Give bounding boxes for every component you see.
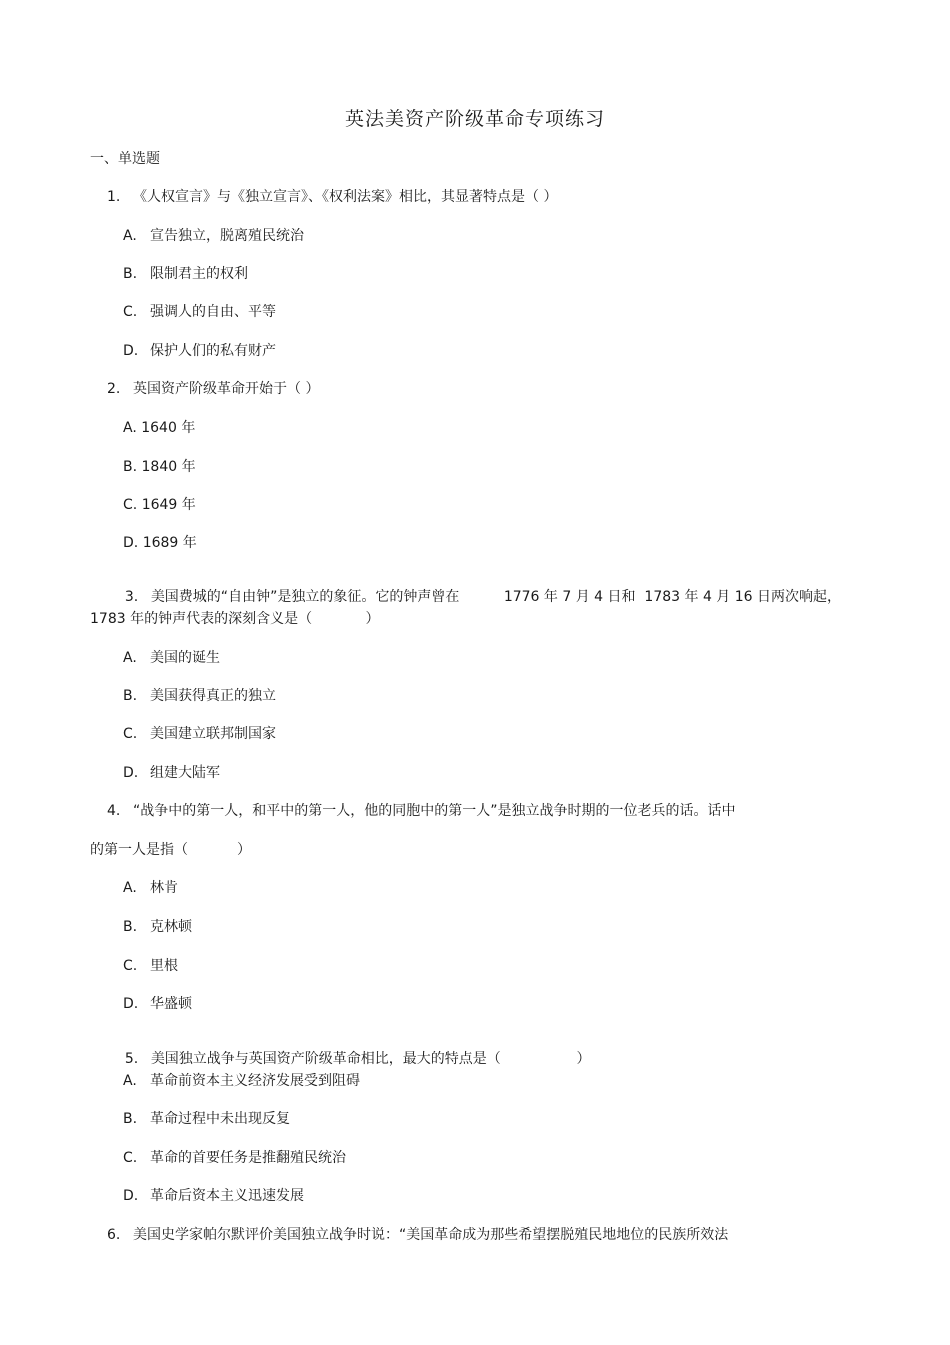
- option-text: 限制君主的权利: [150, 266, 248, 282]
- option-a: [123, 877, 178, 897]
- option-label: C.: [123, 304, 138, 320]
- option-c: [123, 494, 196, 514]
- option-label: A.: [123, 1073, 137, 1089]
- option-b: [123, 1108, 290, 1128]
- option-text: 美国获得真正的独立: [150, 688, 276, 704]
- option-text: 1649 年: [141, 497, 196, 513]
- option-text: 组建大陆军: [150, 765, 220, 781]
- option-label: D.: [123, 1188, 139, 1204]
- option-text: 林肯: [150, 880, 178, 896]
- question-6: [107, 1224, 728, 1244]
- question-number: 6.: [107, 1227, 121, 1243]
- question-number: 2.: [107, 381, 121, 397]
- option-text: 宣告独立，脱离殖民统治: [150, 228, 304, 244]
- option-b: [123, 456, 196, 476]
- option-label: D.: [123, 535, 139, 551]
- option-label: B.: [123, 459, 138, 475]
- option-label: D.: [123, 765, 139, 781]
- question-text: 英国资产阶级革命开始于（ ）: [133, 381, 320, 397]
- option-label: C.: [123, 1150, 138, 1166]
- option-text: 革命过程中未出现反复: [150, 1111, 290, 1127]
- option-b: [123, 263, 248, 283]
- option-a: [123, 1070, 360, 1090]
- option-text: 革命的首要任务是推翻殖民统治: [150, 1150, 346, 1166]
- option-c: [123, 955, 178, 975]
- option-label: C.: [123, 726, 138, 742]
- option-d: [123, 993, 192, 1013]
- option-b: [123, 685, 276, 705]
- option-label: A.: [123, 880, 137, 896]
- question-text: 美国史学家帕尔默评价美国独立战争时说：“美国革命成为那些希望摆脱殖民地地位的民族所效法: [133, 1227, 729, 1243]
- option-text: 1689 年: [142, 535, 197, 551]
- option-label: D.: [123, 343, 139, 359]
- question-number: 1.: [107, 189, 121, 205]
- option-b: [123, 916, 192, 936]
- option-text: 克林顿: [150, 919, 192, 935]
- option-text: 华盛顿: [150, 996, 192, 1012]
- option-d: [123, 340, 276, 360]
- question-4-continued: 的第一人是指（ ）: [90, 842, 251, 858]
- question-text: “战争中的第一人，和平中的第一人，他的同胞中的第一人”是独立战争时期的一位老兵的话。话中: [133, 803, 736, 819]
- option-label: A.: [123, 228, 137, 244]
- question-number: 3.: [124, 589, 139, 605]
- option-a: [123, 647, 220, 667]
- option-text: 保护人们的私有财产: [150, 343, 276, 359]
- option-c: [123, 301, 276, 321]
- question-3-continued: 1783 年的钟声代表的深刻含义是（ ）: [90, 611, 380, 627]
- option-d: [123, 532, 197, 552]
- section-heading: 一、单选题: [90, 151, 160, 167]
- option-label: C.: [123, 497, 138, 513]
- option-label: D.: [123, 996, 139, 1012]
- page-title: 英法美资产阶级革命专项练习: [344, 108, 605, 130]
- question-1: [107, 186, 557, 206]
- option-d: [123, 762, 220, 782]
- option-text: 1640 年: [141, 420, 196, 436]
- option-text: 里根: [150, 958, 178, 974]
- question-number: 4.: [107, 803, 121, 819]
- option-label: C.: [123, 958, 138, 974]
- question-4: [107, 800, 736, 820]
- option-d: [123, 1185, 304, 1205]
- option-label: A.: [123, 420, 137, 436]
- option-c: [123, 723, 276, 743]
- option-text: 1840 年: [141, 459, 196, 475]
- option-label: A.: [123, 650, 137, 666]
- option-label: B.: [123, 266, 138, 282]
- option-text: 美国建立联邦制国家: [150, 726, 276, 742]
- option-text: 美国的诞生: [150, 650, 220, 666]
- question-2: [107, 378, 319, 398]
- option-text: 革命后资本主义迅速发展: [150, 1188, 304, 1204]
- question-text: 《人权宣言》与《独立宣言》、《权利法案》相比，其显著特点是（ ）: [133, 189, 558, 205]
- option-a: [123, 417, 195, 437]
- option-label: B.: [123, 919, 138, 935]
- question-text: 美国费城的“自由钟”是独立的象征。它的钟声曾在 1776 年 7 月 4 日和 1783 年 4 月 16 日两次响起，: [150, 589, 842, 605]
- question-number: 5.: [124, 1051, 139, 1067]
- option-label: B.: [123, 1111, 138, 1127]
- question-text: 美国独立战争与英国资产阶级革命相比，最大的特点是（ ）: [150, 1051, 591, 1067]
- option-c: [123, 1147, 346, 1167]
- option-a: [123, 225, 304, 245]
- option-text: 强调人的自由、平等: [150, 304, 276, 320]
- option-text: 革命前资本主义经济发展受到阻碍: [150, 1073, 360, 1089]
- option-label: B.: [123, 688, 138, 704]
